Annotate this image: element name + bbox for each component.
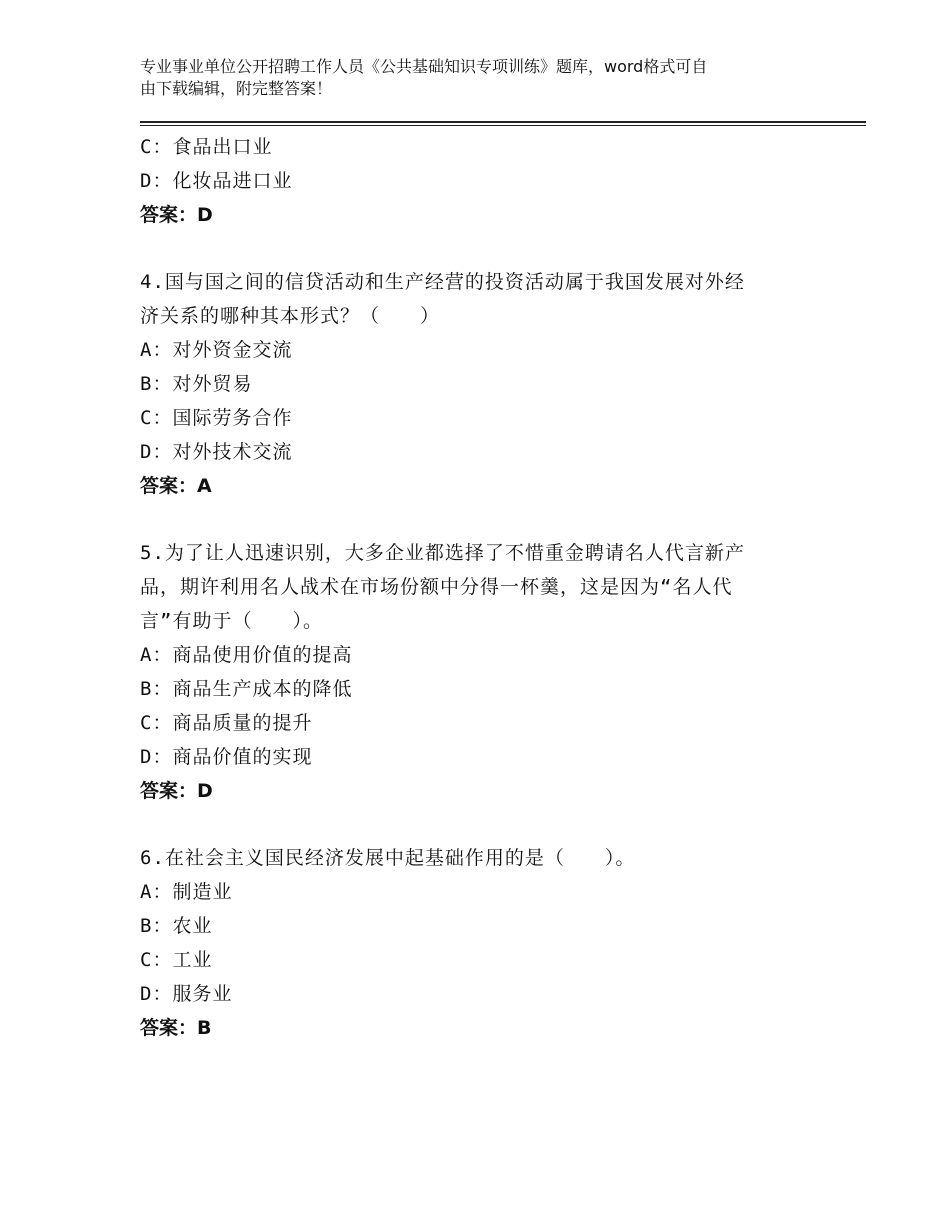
question-4 [140,265,840,503]
option-b: B：农业 [140,915,213,937]
header-line: 专业事业单位公开招聘工作人员《公共基础知识专项训练》题库，word格式可自 [140,57,708,76]
option-c: C：工业 [140,949,213,971]
question-text: 品，期许利用名人战术在市场份额中分得一杯羹，这是因为“名人代 [140,576,733,598]
question-text: 5.为了让人迅速识别，大多企业都选择了不惜重金聘请名人代言新产 [140,542,745,564]
question-6 [140,841,840,1045]
question-text: 4.国与国之间的信贷活动和生产经营的投资活动属于我国发展对外经 [140,271,745,293]
option-a: A：制造业 [140,881,233,903]
answer: 答案：D [140,780,213,802]
question-text: 济关系的哪种其本形式？（ ） [140,305,441,327]
header-rule-thick [140,121,866,123]
question-5 [140,536,840,808]
question-text: 6.在社会主义国民经济发展中起基础作用的是（ ）。 [140,847,636,869]
option-a: A：对外资金交流 [140,339,293,361]
option-d: D：商品价值的实现 [140,746,313,768]
option-a: A：商品使用价值的提高 [140,644,353,666]
option-c: C：商品质量的提升 [140,712,313,734]
option-d: D：对外技术交流 [140,441,293,463]
question-text: 言”有助于（ ）。 [140,610,323,632]
document-header [140,56,830,100]
option-b: B：对外贸易 [140,373,253,395]
option-b: B：商品生产成本的降低 [140,678,353,700]
question-3-tail [140,130,840,232]
option-c: C：国际劳务合作 [140,407,293,429]
answer: 答案：D [140,204,213,226]
answer: 答案：B [140,1017,212,1039]
option-d: D：化妆品进口业 [140,170,293,192]
option-c: C：食品出口业 [140,136,273,158]
question-list [140,130,840,1045]
header-rule-thin [140,125,866,126]
answer: 答案：A [140,475,212,497]
option-d: D：服务业 [140,983,233,1005]
header-line: 由下载编辑，附完整答案！ [140,79,333,98]
